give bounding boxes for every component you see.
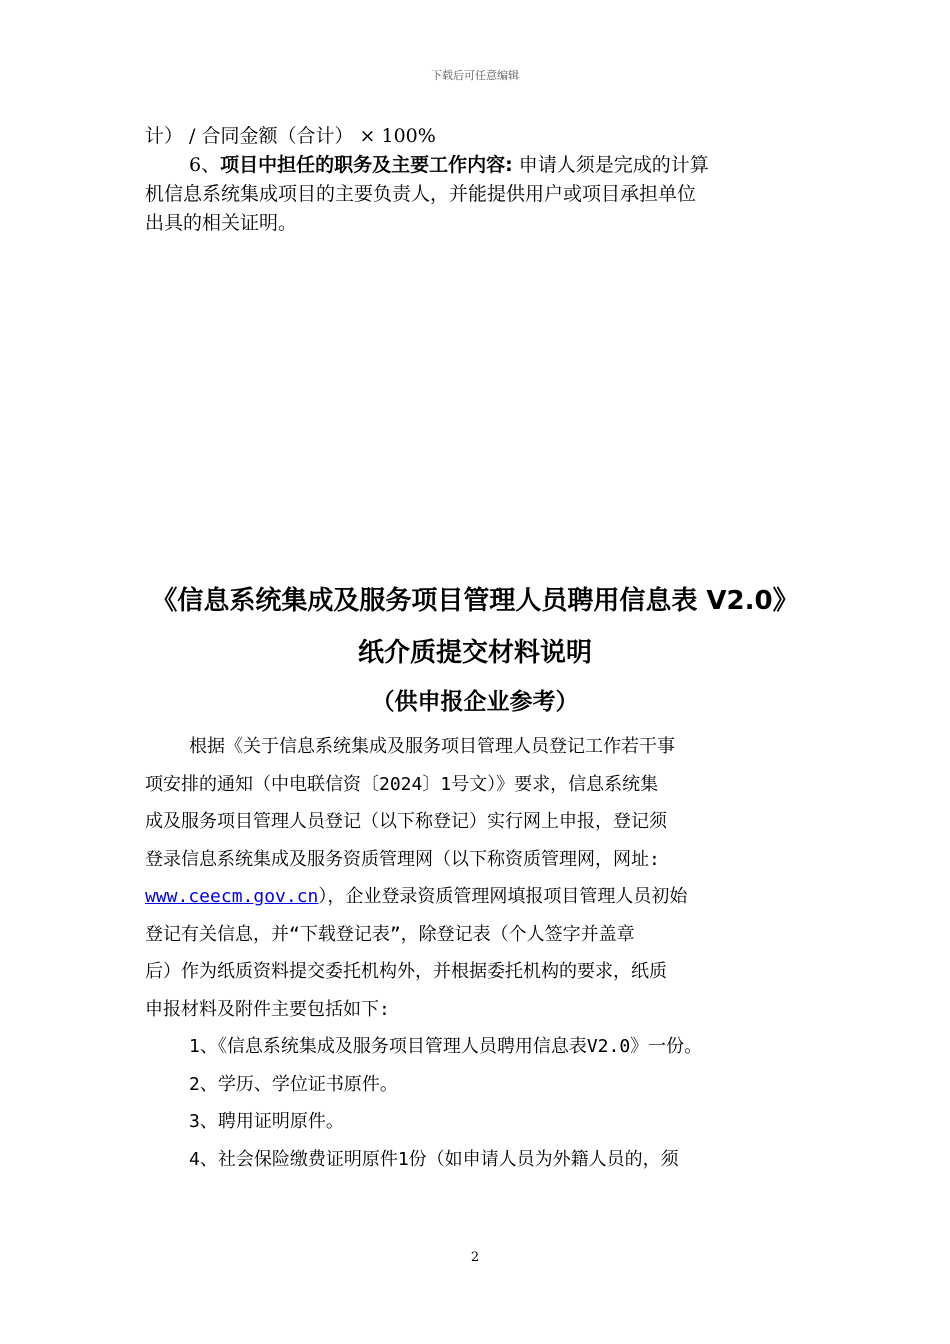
document-note: （供申报企业参考）: [371, 689, 579, 715]
item-6-text-3: 出具的相关证明。: [145, 212, 298, 234]
list-item-1: 1、《信息系统集成及服务项目管理人员聘用信息表V2.0》一份。: [189, 1036, 703, 1057]
paragraph-line: 后）作为纸质资料提交委托机构外，并根据委托机构的要求，纸质: [145, 961, 667, 982]
item-6-line: [145, 151, 815, 180]
paragraph-line: 根据《关于信息系统集成及服务项目管理人员登记工作若干事: [189, 736, 675, 757]
paragraph-line: 申报材料及附件主要包括如下:: [145, 998, 390, 1020]
paragraph-line: 登录信息系统集成及服务资质管理网（以下称资质管理网，网址:: [145, 848, 660, 870]
continued-section: [145, 122, 815, 238]
list-item-4: 4、社会保险缴费证明原件1份（如申请人员为外籍人员的，须: [189, 1148, 679, 1170]
paragraph-line: 成及服务项目管理人员登记（以下称登记）实行网上申报，登记须: [145, 811, 667, 832]
item-6-text-2: 机信息系统集成项目的主要负责人，并能提供用户或项目承担单位: [145, 183, 697, 205]
paragraph-line: 项安排的通知（中电联信资〔2024〕1号文）》要求，信息系统集: [145, 773, 659, 795]
item-6-text-1: 申请人须是完成的计算: [512, 154, 709, 176]
page-header: 下载后可任意编辑: [431, 69, 519, 82]
document-title: 《信息系统集成及服务项目管理人员聘用信息表 V2.0》: [151, 586, 799, 616]
item-6-heading: 项目中担任的职务及主要工作内容:: [220, 154, 513, 176]
paragraph-line-with-link: [145, 878, 825, 916]
body-text: [145, 728, 825, 1178]
list-item-3: 3、聘用证明原件。: [189, 1111, 344, 1132]
website-link[interactable]: www.ceecm.gov.cn: [145, 886, 319, 907]
document-subtitle: 纸介质提交材料说明: [357, 638, 592, 668]
formula-line: 计） / 合同金额（合计） × 100%: [145, 125, 436, 147]
paragraph-line-rest: ），企业登录资质管理网填报项目管理人员初始: [318, 886, 688, 907]
page-number: 2: [470, 1250, 480, 1265]
list-item-2: 2、学历、学位证书原件。: [189, 1073, 398, 1095]
paragraph-line: 登记有关信息，并“下载登记表”，除登记表（个人签字并盖章: [145, 923, 635, 945]
item-6-number: 6、: [189, 154, 221, 176]
